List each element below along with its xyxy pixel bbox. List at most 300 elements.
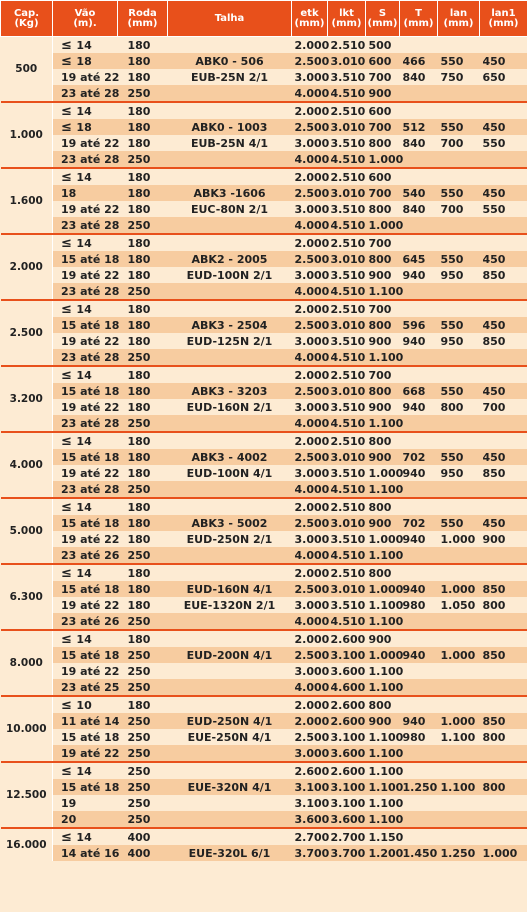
talha-value: EUD-160N 4/1 [186,582,273,596]
lan-cell [438,185,480,201]
vao-cell [53,102,118,119]
etk-cell [292,317,328,333]
etk-value: 3.100 [294,796,330,810]
lan1-cell [480,613,527,630]
t-cell [400,119,438,135]
lkt-cell [328,481,366,498]
lkt-value: 3.010 [330,384,366,398]
roda-value: 180 [127,434,151,448]
s-value: 700 [368,70,392,84]
s-cell [366,432,400,449]
lan-cell [438,283,480,300]
lkt-cell [328,217,366,234]
lkt-cell [328,515,366,531]
lan-cell [438,564,480,581]
header-s: S (mm) [366,1,400,37]
roda-value: 180 [127,500,151,514]
t-value: 1.450 [402,846,438,860]
roda-value: 250 [127,86,151,100]
less-or-equal-icon: ≤ [61,829,77,845]
talha-cell [168,811,292,828]
lan-cell [438,828,480,845]
roda-cell [118,415,168,432]
vao-value: 14 [76,764,92,778]
s-cell [366,811,404,828]
lan-cell [438,85,480,102]
lkt-cell [328,581,366,597]
vao-cell [53,85,118,102]
roda-cell [118,465,168,481]
t-cell [400,779,438,795]
etk-value: 2.700 [294,830,330,844]
etk-cell [292,415,328,432]
roda-cell [118,85,168,102]
lkt-value: 3.510 [330,70,366,84]
lan1-cell [480,300,527,317]
roda-cell [118,481,168,498]
s-cell [366,481,404,498]
lan1-cell [480,251,527,267]
lkt-value: 2.510 [330,236,366,250]
vao-cell [53,845,118,861]
roda-value: 250 [127,680,151,694]
t-cell [400,234,438,251]
s-cell [366,283,404,300]
lkt-cell [328,267,366,283]
talha-cell [168,217,292,234]
lkt-value: 3.600 [330,664,366,678]
lan1-value: 450 [482,450,506,464]
lan1-value: 450 [482,120,506,134]
table-row [1,217,527,234]
vao-value: 14 até 16 [61,846,120,860]
roda-value: 180 [127,318,151,332]
etk-value: 3.000 [294,202,330,216]
lan-cell [438,151,480,168]
lkt-value: 2.600 [330,764,366,778]
lan1-value: 850 [482,466,506,480]
lan1-cell [480,647,527,663]
table-row [1,283,527,300]
lkt-value: 2.510 [330,566,366,580]
vao-cell [53,333,118,349]
table-row [1,234,527,251]
lan-cell [438,547,480,564]
t-cell [400,498,438,515]
lkt-cell [328,597,366,613]
talha-value: EUD-100N 4/1 [186,466,273,480]
vao-value: 18 [61,186,77,200]
less-or-equal-icon: ≤ [61,367,77,383]
roda-value: 180 [127,598,151,612]
talha-value: ABK3 -1606 [193,186,266,200]
capacity-cell: 2.000 [1,234,53,300]
roda-cell [118,745,168,762]
s-cell [366,119,400,135]
s-cell [366,613,404,630]
lan1-cell [480,531,527,547]
vao-value: 15 até 18 [61,780,120,794]
etk-value: 3.000 [294,136,330,150]
talha-value: ABK3 - 5002 [191,516,268,530]
talha-value: ABK3 - 4002 [191,450,268,464]
vao-value: 14 [76,170,92,184]
vao-value: 23 até 28 [61,86,120,100]
vao-cell [53,283,118,300]
table-row [1,37,527,54]
etk-cell [292,762,328,779]
lkt-cell [328,300,366,317]
talha-cell [168,515,292,531]
vao-value: 23 até 25 [61,680,120,694]
s-cell [366,217,404,234]
t-value: 940 [402,268,426,282]
roda-cell [118,151,168,168]
roda-cell [118,449,168,465]
roda-cell [118,317,168,333]
table-row [1,762,527,779]
s-cell [366,151,404,168]
less-or-equal-icon: ≤ [61,235,77,251]
s-value: 1.100 [368,730,404,744]
lkt-value: 2.510 [330,38,366,52]
lan-value: 1.000 [440,648,476,662]
lkt-cell [328,69,366,85]
s-value: 1.100 [368,416,404,430]
etk-cell [292,647,328,663]
talha-cell [168,613,292,630]
vao-cell [53,663,118,679]
etk-cell [292,366,328,383]
talha-cell [168,151,292,168]
t-cell [400,465,438,481]
t-value: 940 [402,648,426,662]
lkt-cell [328,779,366,795]
vao-cell [53,168,118,185]
t-cell [400,69,438,85]
t-value: 940 [402,466,426,480]
roda-value: 250 [127,614,151,628]
t-cell [400,745,438,762]
lan-value: 550 [440,516,464,530]
roda-cell [118,432,168,449]
s-cell [366,581,404,597]
s-value: 1.000 [368,152,404,166]
lan1-cell [480,679,527,696]
table-row [1,581,527,597]
lan1-cell [480,415,527,432]
etk-value: 2.000 [294,632,330,646]
etk-value: 2.000 [294,566,330,580]
s-cell [366,383,400,399]
roda-cell [118,679,168,696]
s-value: 900 [368,450,392,464]
table-row [1,630,527,647]
t-cell [400,168,438,185]
lan-value: 1.100 [440,730,476,744]
lan1-cell [480,729,527,745]
talha-value: EUD-200N 4/1 [186,648,273,662]
etk-cell [292,581,328,597]
roda-value: 250 [127,648,151,662]
vao-cell [53,547,118,564]
s-cell [366,185,400,201]
etk-value: 3.000 [294,532,330,546]
vao-cell [53,119,118,135]
lan1-cell [480,564,527,581]
vao-cell [53,515,118,531]
lkt-value: 4.510 [330,218,366,232]
t-value: 940 [402,532,426,546]
talha-cell [168,498,292,515]
lkt-cell [328,102,366,119]
talha-cell [168,135,292,151]
vao-value: 23 até 28 [61,416,120,430]
talha-cell [168,647,292,663]
etk-cell [292,449,328,465]
talha-value: EUE-320L 6/1 [188,846,271,860]
roda-cell [118,696,168,713]
roda-value: 180 [127,566,151,580]
t-cell [400,217,438,234]
t-cell [400,399,438,415]
roda-cell [118,663,168,679]
talha-value: EUD-100N 2/1 [186,268,273,282]
lkt-cell [328,399,366,415]
s-value: 1.100 [368,598,404,612]
talha-cell [168,481,292,498]
capacity-cell: 12.500 [1,762,53,828]
lan-value: 1.000 [440,714,476,728]
vao-value: 14 [76,236,92,250]
less-or-equal-icon: ≤ [61,433,77,449]
etk-cell [292,613,328,630]
lan-value: 1.100 [440,780,476,794]
less-or-equal-icon: ≤ [61,565,77,581]
vao-value: 15 até 18 [61,318,120,332]
lan-cell [438,102,480,119]
vao-value: 23 até 28 [61,482,120,496]
lkt-value: 2.600 [330,632,366,646]
t-value: 940 [402,334,426,348]
etk-cell [292,663,328,679]
t-cell [400,547,438,564]
lkt-value: 3.700 [330,846,366,860]
s-value: 1.150 [368,830,404,844]
lkt-value: 3.510 [330,202,366,216]
s-cell [366,465,404,481]
vao-value: 15 até 18 [61,252,120,266]
lkt-cell [328,185,366,201]
lkt-cell [328,415,366,432]
lan1-value: 900 [482,532,506,546]
etk-value: 2.000 [294,434,330,448]
lkt-value: 3.510 [330,268,366,282]
s-value: 1.100 [368,482,404,496]
roda-cell [118,762,168,779]
etk-cell [292,333,328,349]
table-row [1,366,527,383]
s-value: 1.000 [368,466,404,480]
t-cell [400,53,438,69]
etk-cell [292,251,328,267]
t-cell [400,531,438,547]
roda-cell [118,135,168,151]
talha-value: EUC-80N 2/1 [190,202,268,216]
etk-value: 3.700 [294,846,330,860]
lkt-cell [328,498,366,515]
lkt-cell [328,828,366,845]
less-or-equal-icon: ≤ [61,169,77,185]
lkt-value: 3.100 [330,648,366,662]
table-row [1,449,527,465]
etk-cell [292,845,328,861]
lan1-cell [480,185,527,201]
lan-value: 700 [440,202,464,216]
vao-cell [53,135,118,151]
lkt-value: 3.010 [330,186,366,200]
lan-cell [438,267,480,283]
roda-value: 180 [127,450,151,464]
roda-cell [118,333,168,349]
roda-cell [118,283,168,300]
vao-cell [53,399,118,415]
talha-cell [168,85,292,102]
etk-cell [292,349,328,366]
roda-cell [118,267,168,283]
less-or-equal-icon: ≤ [61,697,77,713]
vao-cell [53,53,118,69]
table-row [1,531,527,547]
lan1-cell [480,762,527,779]
lan-value: 550 [440,54,464,68]
roda-value: 180 [127,582,151,596]
lan-value: 1.000 [440,532,476,546]
lkt-value: 4.510 [330,350,366,364]
lan1-value: 700 [482,400,506,414]
lan1-cell [480,317,527,333]
table-row [1,135,527,151]
lkt-cell [328,366,366,383]
lan1-cell [480,547,527,564]
talha-value: EUB-25N 2/1 [190,70,269,84]
lan1-value: 650 [482,70,506,84]
etk-cell [292,185,328,201]
talha-cell [168,317,292,333]
vao-value: 23 até 28 [61,284,120,298]
lan-value: 800 [440,400,464,414]
vao-value: 23 até 28 [61,152,120,166]
talha-cell [168,168,292,185]
roda-cell [118,498,168,515]
table-row [1,102,527,119]
vao-value: 14 [76,566,92,580]
lan-cell [438,811,480,828]
etk-cell [292,383,328,399]
vao-value: 19 até 22 [61,746,120,760]
s-cell [366,564,400,581]
t-cell [400,317,438,333]
lkt-value: 4.510 [330,548,366,562]
t-value: 512 [402,120,426,134]
lkt-cell [328,729,366,745]
roda-cell [118,581,168,597]
etk-value: 2.500 [294,450,330,464]
s-cell [366,267,400,283]
etk-value: 4.000 [294,680,330,694]
etk-value: 3.000 [294,70,330,84]
vao-cell [53,481,118,498]
s-cell [366,333,400,349]
roda-cell [118,251,168,267]
etk-cell [292,119,328,135]
s-value: 900 [368,714,392,728]
talha-cell [168,415,292,432]
t-value: 1.250 [402,780,438,794]
roda-cell [118,399,168,415]
roda-cell [118,37,168,54]
s-cell [366,366,400,383]
talha-value: EUB-25N 4/1 [190,136,269,150]
t-cell [400,481,438,498]
s-cell [366,630,400,647]
t-cell [400,845,438,861]
table-row [1,119,527,135]
roda-value: 180 [127,104,151,118]
lan-value: 950 [440,268,464,282]
s-cell [366,745,404,762]
etk-value: 4.000 [294,86,330,100]
table-row [1,53,527,69]
vao-cell [53,647,118,663]
s-value: 900 [368,334,392,348]
s-cell [366,168,400,185]
vao-value: 14 [76,104,92,118]
table-row [1,647,527,663]
lkt-value: 3.010 [330,450,366,464]
t-cell [400,564,438,581]
lkt-value: 3.510 [330,334,366,348]
talha-cell [168,185,292,201]
lkt-value: 3.100 [330,730,366,744]
lan-cell [438,135,480,151]
vao-cell [53,795,118,811]
lan1-cell [480,234,527,251]
roda-cell [118,102,168,119]
t-cell [400,828,438,845]
lan-value: 550 [440,384,464,398]
etk-value: 2.500 [294,252,330,266]
talha-cell [168,845,292,861]
s-cell [366,663,404,679]
s-cell [366,597,404,613]
talha-cell [168,663,292,679]
roda-cell [118,234,168,251]
roda-value: 180 [127,532,151,546]
talha-cell [168,383,292,399]
t-cell [400,647,438,663]
vao-value: 19 até 22 [61,664,120,678]
roda-cell [118,300,168,317]
vao-value: 14 [76,500,92,514]
lkt-cell [328,349,366,366]
less-or-equal-icon: ≤ [61,301,77,317]
lkt-cell [328,317,366,333]
lkt-value: 2.510 [330,368,366,382]
etk-value: 4.000 [294,284,330,298]
t-cell [400,300,438,317]
lan-cell [438,515,480,531]
